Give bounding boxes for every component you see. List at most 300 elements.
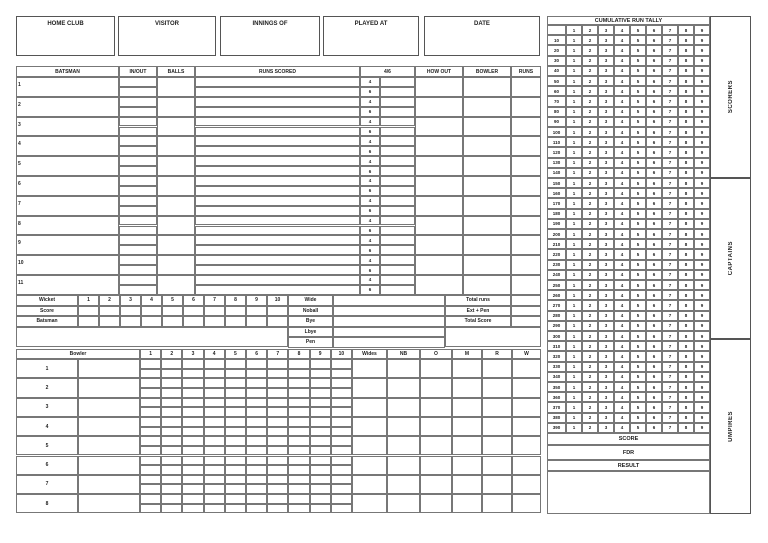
nb-field[interactable] [387,417,420,436]
tally-digit[interactable]: 8 [678,362,694,372]
over-field[interactable] [310,417,331,427]
tally-digit[interactable]: 6 [646,158,662,168]
runs-field[interactable] [511,196,541,216]
tally-digit[interactable]: 6 [646,321,662,331]
over-field[interactable] [310,407,331,417]
over-field[interactable] [182,465,203,475]
over-field[interactable] [182,359,203,369]
tally-digit[interactable]: 8 [678,35,694,45]
overs-field[interactable] [420,456,452,475]
tally-digit[interactable]: 1 [566,392,582,402]
over-field[interactable] [310,436,331,446]
over-field[interactable] [204,436,225,446]
tally-digit[interactable]: 8 [678,382,694,392]
tally-digit[interactable]: 4 [614,127,630,137]
tally-digit[interactable]: 3 [598,402,614,412]
over-field[interactable] [182,427,203,437]
tally-digit[interactable]: 2 [582,413,598,423]
tally-digit[interactable]: 1 [566,45,582,55]
in-time-field[interactable] [119,235,157,245]
tally-digit[interactable]: 8 [678,219,694,229]
over-field[interactable] [246,359,267,369]
wides-field[interactable] [352,494,387,513]
fow-batsman-field[interactable] [120,316,141,327]
fours-field[interactable] [380,117,415,127]
wickets-field[interactable] [512,417,541,436]
fow-batsman-field[interactable] [246,316,267,327]
tally-digit[interactable]: 6 [646,300,662,310]
tally-digit[interactable]: 2 [582,321,598,331]
tally-digit[interactable]: 5 [630,362,646,372]
over-field[interactable] [267,446,288,456]
maidens-field[interactable] [452,475,482,494]
over-field[interactable] [161,378,182,388]
played-at-box[interactable] [323,16,419,56]
tally-digit[interactable]: 7 [662,168,678,178]
tally-digit[interactable]: 9 [694,209,710,219]
tally-digit[interactable]: 4 [614,423,630,433]
tally-digit[interactable]: 9 [694,158,710,168]
tally-digit[interactable]: 1 [566,402,582,412]
tally-digit[interactable]: 6 [646,219,662,229]
tally-digit[interactable]: 3 [598,137,614,147]
batsman-row[interactable] [16,216,119,236]
over-field[interactable] [161,398,182,408]
over-field[interactable] [267,456,288,466]
tally-digit[interactable]: 1 [566,76,582,86]
tally-digit[interactable]: 8 [678,402,694,412]
runs-scored-line[interactable] [195,275,360,285]
bowler-name-field[interactable] [78,359,140,378]
over-field[interactable] [225,388,246,398]
bowler-field[interactable] [463,156,511,176]
runs-scored-line[interactable] [195,245,360,255]
tally-digit[interactable]: 3 [598,107,614,117]
tally-digit[interactable]: 1 [566,158,582,168]
tally-digit[interactable]: 6 [646,260,662,270]
tally-digit[interactable]: 3 [598,178,614,188]
tally-digit[interactable]: 6 [646,188,662,198]
tally-digit[interactable]: 7 [662,311,678,321]
tally-digit[interactable]: 2 [582,290,598,300]
tally-digit[interactable]: 3 [598,229,614,239]
balls-field[interactable] [157,117,195,137]
how-out-field[interactable] [415,176,463,196]
over-field[interactable] [140,494,161,504]
tally-digit[interactable]: 8 [678,117,694,127]
tally-digit[interactable]: 4 [614,260,630,270]
fow-score-field[interactable] [246,306,267,317]
tally-digit[interactable]: 5 [630,423,646,433]
how-out-field[interactable] [415,216,463,236]
maidens-field[interactable] [452,359,482,378]
fow-batsman-field[interactable] [183,316,204,327]
tally-digit[interactable]: 5 [630,270,646,280]
runs-field[interactable] [511,235,541,255]
fours-field[interactable] [380,216,415,226]
tally-digit[interactable]: 3 [598,341,614,351]
tally-digit[interactable]: 9 [694,300,710,310]
tally-digit[interactable]: 3 [598,270,614,280]
wides-field[interactable] [352,456,387,475]
tally-digit[interactable]: 9 [694,351,710,361]
over-field[interactable] [161,359,182,369]
runs-conceded-field[interactable] [482,378,512,397]
sixes-field[interactable] [380,265,415,275]
over-field[interactable] [140,475,161,485]
overs-field[interactable] [420,359,452,378]
over-field[interactable] [310,446,331,456]
over-field[interactable] [288,465,309,475]
tally-digit[interactable]: 5 [630,96,646,106]
tally-digit[interactable]: 1 [566,341,582,351]
tally-digit[interactable]: 6 [646,96,662,106]
tally-digit[interactable]: 2 [582,423,598,433]
tally-digit[interactable]: 4 [614,107,630,117]
over-field[interactable] [182,369,203,379]
over-field[interactable] [331,427,352,437]
tally-digit[interactable]: 9 [694,341,710,351]
tally-digit[interactable]: 1 [566,209,582,219]
over-field[interactable] [182,388,203,398]
over-field[interactable] [140,359,161,369]
tally-digit[interactable]: 5 [630,239,646,249]
tally-digit[interactable]: 7 [662,413,678,423]
tally-digit[interactable]: 6 [646,35,662,45]
over-field[interactable] [225,407,246,417]
tally-digit[interactable]: 2 [582,260,598,270]
bowler-name-field[interactable] [78,398,140,417]
over-field[interactable] [225,359,246,369]
fours-field[interactable] [380,176,415,186]
tally-digit[interactable]: 3 [598,239,614,249]
over-field[interactable] [225,456,246,466]
how-out-field[interactable] [415,136,463,156]
balls-field[interactable] [157,97,195,117]
tally-digit[interactable]: 6 [646,413,662,423]
tally-digit[interactable]: 5 [630,86,646,96]
tally-digit[interactable]: 5 [630,147,646,157]
over-field[interactable] [267,407,288,417]
tally-digit[interactable]: 3 [598,66,614,76]
batsman-row[interactable] [16,97,119,117]
tally-digit[interactable]: 7 [662,382,678,392]
tally-digit[interactable]: 6 [646,178,662,188]
over-field[interactable] [288,427,309,437]
over-field[interactable] [182,407,203,417]
runs-field[interactable] [511,255,541,275]
tally-digit[interactable]: 5 [630,45,646,55]
runs-scored-line[interactable] [195,127,360,137]
tally-digit[interactable]: 9 [694,362,710,372]
tally-digit[interactable]: 5 [630,229,646,239]
tally-digit[interactable]: 8 [678,45,694,55]
tally-digit[interactable]: 1 [566,382,582,392]
over-field[interactable] [246,494,267,504]
tally-digit[interactable]: 3 [598,219,614,229]
tally-digit[interactable]: 6 [646,239,662,249]
out-time-field[interactable] [119,146,157,156]
out-time-field[interactable] [119,226,157,236]
runs-scored-line[interactable] [195,107,360,117]
tally-digit[interactable]: 9 [694,311,710,321]
tally-digit[interactable]: 7 [662,351,678,361]
sixes-field[interactable] [380,245,415,255]
overs-field[interactable] [420,475,452,494]
tally-digit[interactable]: 9 [694,372,710,382]
tally-digit[interactable]: 1 [566,25,582,35]
tally-digit[interactable]: 8 [678,188,694,198]
wides-field[interactable] [352,398,387,417]
runs-field[interactable] [511,216,541,236]
tally-digit[interactable]: 3 [598,198,614,208]
runs-field[interactable] [511,156,541,176]
tally-digit[interactable]: 3 [598,413,614,423]
tally-digit[interactable]: 4 [614,158,630,168]
tally-digit[interactable]: 1 [566,229,582,239]
tally-digit[interactable]: 6 [646,107,662,117]
runs-scored-line[interactable] [195,117,360,127]
runs-scored-line[interactable] [195,235,360,245]
tally-digit[interactable]: 2 [582,351,598,361]
tally-digit[interactable]: 6 [646,117,662,127]
tally-digit[interactable]: 1 [566,86,582,96]
tally-digit[interactable]: 7 [662,198,678,208]
over-field[interactable] [267,504,288,514]
tally-digit[interactable]: 7 [662,219,678,229]
tally-digit[interactable]: 8 [678,137,694,147]
tally-digit[interactable]: 1 [566,96,582,106]
maidens-field[interactable] [452,378,482,397]
over-field[interactable] [246,427,267,437]
wides-field[interactable] [352,359,387,378]
out-time-field[interactable] [119,127,157,137]
tally-digit[interactable]: 7 [662,147,678,157]
tally-digit[interactable]: 8 [678,249,694,259]
over-field[interactable] [310,359,331,369]
tally-digit[interactable]: 6 [646,56,662,66]
tally-digit[interactable]: 1 [566,413,582,423]
over-field[interactable] [182,398,203,408]
tally-digit[interactable]: 4 [614,86,630,96]
over-field[interactable] [246,369,267,379]
tally-digit[interactable]: 3 [598,158,614,168]
tally-digit[interactable]: 4 [614,188,630,198]
visitor-box[interactable] [118,16,216,56]
runs-conceded-field[interactable] [482,359,512,378]
tally-digit[interactable]: 2 [582,86,598,96]
over-field[interactable] [161,494,182,504]
wickets-field[interactable] [512,436,541,455]
tally-digit[interactable]: 8 [678,351,694,361]
over-field[interactable] [331,407,352,417]
tally-digit[interactable]: 7 [662,249,678,259]
tally-digit[interactable]: 3 [598,311,614,321]
tally-digit[interactable]: 7 [662,178,678,188]
over-field[interactable] [204,388,225,398]
runs-scored-line[interactable] [195,97,360,107]
wides-field[interactable] [352,436,387,455]
over-field[interactable] [288,369,309,379]
tally-digit[interactable]: 4 [614,25,630,35]
tally-digit[interactable]: 4 [614,168,630,178]
over-field[interactable] [267,378,288,388]
tally-digit[interactable]: 6 [646,311,662,321]
over-field[interactable] [310,456,331,466]
over-field[interactable] [310,494,331,504]
tally-digit[interactable]: 6 [646,331,662,341]
tally-digit[interactable]: 4 [614,413,630,423]
over-field[interactable] [204,484,225,494]
tally-digit[interactable]: 5 [630,413,646,423]
tally-digit[interactable]: 3 [598,392,614,402]
tally-digit[interactable]: 4 [614,372,630,382]
over-field[interactable] [182,484,203,494]
tally-digit[interactable]: 7 [662,321,678,331]
tally-digit[interactable]: 8 [678,300,694,310]
tally-digit[interactable]: 3 [598,351,614,361]
tally-digit[interactable]: 9 [694,86,710,96]
wides-field[interactable] [352,417,387,436]
tally-digit[interactable]: 9 [694,117,710,127]
tally-digit[interactable]: 3 [598,168,614,178]
over-field[interactable] [140,378,161,388]
tally-digit[interactable]: 6 [646,249,662,259]
tally-digit[interactable]: 2 [582,229,598,239]
tally-digit[interactable]: 7 [662,239,678,249]
fours-field[interactable] [380,97,415,107]
sixes-field[interactable] [380,107,415,117]
runs-scored-line[interactable] [195,285,360,295]
tally-digit[interactable]: 9 [694,331,710,341]
tally-digit[interactable]: 9 [694,280,710,290]
fow-score-field[interactable] [204,306,225,317]
tally-digit[interactable]: 2 [582,158,598,168]
out-time-field[interactable] [119,87,157,97]
tally-digit[interactable]: 9 [694,413,710,423]
wickets-field[interactable] [512,378,541,397]
tally-digit[interactable]: 9 [694,219,710,229]
over-field[interactable] [310,388,331,398]
batsman-row[interactable] [16,255,119,275]
fow-score-field[interactable] [99,306,120,317]
tally-digit[interactable]: 4 [614,239,630,249]
tally-digit[interactable]: 4 [614,362,630,372]
tally-digit[interactable]: 7 [662,270,678,280]
tally-digit[interactable]: 8 [678,66,694,76]
runs-scored-line[interactable] [195,265,360,275]
runs-field[interactable] [511,77,541,97]
over-field[interactable] [288,504,309,514]
tally-digit[interactable]: 3 [598,423,614,433]
bowler-name-field[interactable] [78,475,140,494]
tally-digit[interactable]: 4 [614,45,630,55]
runs-scored-line[interactable] [195,255,360,265]
tally-digit[interactable]: 7 [662,260,678,270]
over-field[interactable] [204,494,225,504]
tally-digit[interactable]: 4 [614,147,630,157]
runs-field[interactable] [511,97,541,117]
bowler-field[interactable] [463,235,511,255]
tally-digit[interactable]: 2 [582,107,598,117]
balls-field[interactable] [157,235,195,255]
over-field[interactable] [331,446,352,456]
fow-score-field[interactable] [225,306,246,317]
bowler-field[interactable] [463,216,511,236]
tally-digit[interactable]: 1 [566,127,582,137]
tally-digit[interactable]: 4 [614,270,630,280]
over-field[interactable] [267,369,288,379]
in-time-field[interactable] [119,117,157,127]
over-field[interactable] [140,446,161,456]
over-field[interactable] [161,436,182,446]
tally-digit[interactable]: 2 [582,137,598,147]
in-time-field[interactable] [119,255,157,265]
tally-digit[interactable]: 5 [630,198,646,208]
over-field[interactable] [267,417,288,427]
how-out-field[interactable] [415,275,463,295]
tally-digit[interactable]: 1 [566,260,582,270]
runs-conceded-field[interactable] [482,398,512,417]
tally-digit[interactable]: 2 [582,249,598,259]
tally-digit[interactable]: 7 [662,402,678,412]
tally-digit[interactable]: 5 [630,351,646,361]
tally-digit[interactable]: 8 [678,239,694,249]
over-field[interactable] [267,484,288,494]
out-time-field[interactable] [119,285,157,295]
over-field[interactable] [204,475,225,485]
over-field[interactable] [267,359,288,369]
tally-digit[interactable]: 5 [630,392,646,402]
out-time-field[interactable] [119,107,157,117]
maidens-field[interactable] [452,456,482,475]
runs-field[interactable] [511,117,541,137]
out-time-field[interactable] [119,186,157,196]
tally-digit[interactable]: 2 [582,392,598,402]
captains-box[interactable] [710,178,751,339]
tally-digit[interactable]: 3 [598,56,614,66]
tally-digit[interactable]: 6 [646,198,662,208]
over-field[interactable] [288,407,309,417]
in-time-field[interactable] [119,156,157,166]
date-box[interactable] [424,16,540,56]
bowler-name-field[interactable] [78,436,140,455]
over-field[interactable] [182,504,203,514]
tally-digit[interactable]: 1 [566,168,582,178]
over-field[interactable] [140,388,161,398]
tally-digit[interactable]: 7 [662,331,678,341]
tally-digit[interactable]: 2 [582,372,598,382]
tally-digit[interactable]: 1 [566,270,582,280]
tally-digit[interactable]: 2 [582,198,598,208]
tally-digit[interactable]: 2 [582,341,598,351]
sixes-field[interactable] [380,206,415,216]
tally-digit[interactable]: 2 [582,311,598,321]
tally-digit[interactable]: 6 [646,372,662,382]
over-field[interactable] [182,475,203,485]
bowler-field[interactable] [463,196,511,216]
maidens-field[interactable] [452,417,482,436]
tally-digit[interactable]: 2 [582,402,598,412]
over-field[interactable] [331,465,352,475]
tally-digit[interactable]: 5 [630,127,646,137]
tally-digit[interactable]: 8 [678,56,694,66]
tally-digit[interactable]: 1 [566,331,582,341]
tally-digit[interactable]: 5 [630,311,646,321]
tally-digit[interactable]: 1 [566,107,582,117]
tally-digit[interactable]: 9 [694,45,710,55]
tally-digit[interactable]: 7 [662,107,678,117]
